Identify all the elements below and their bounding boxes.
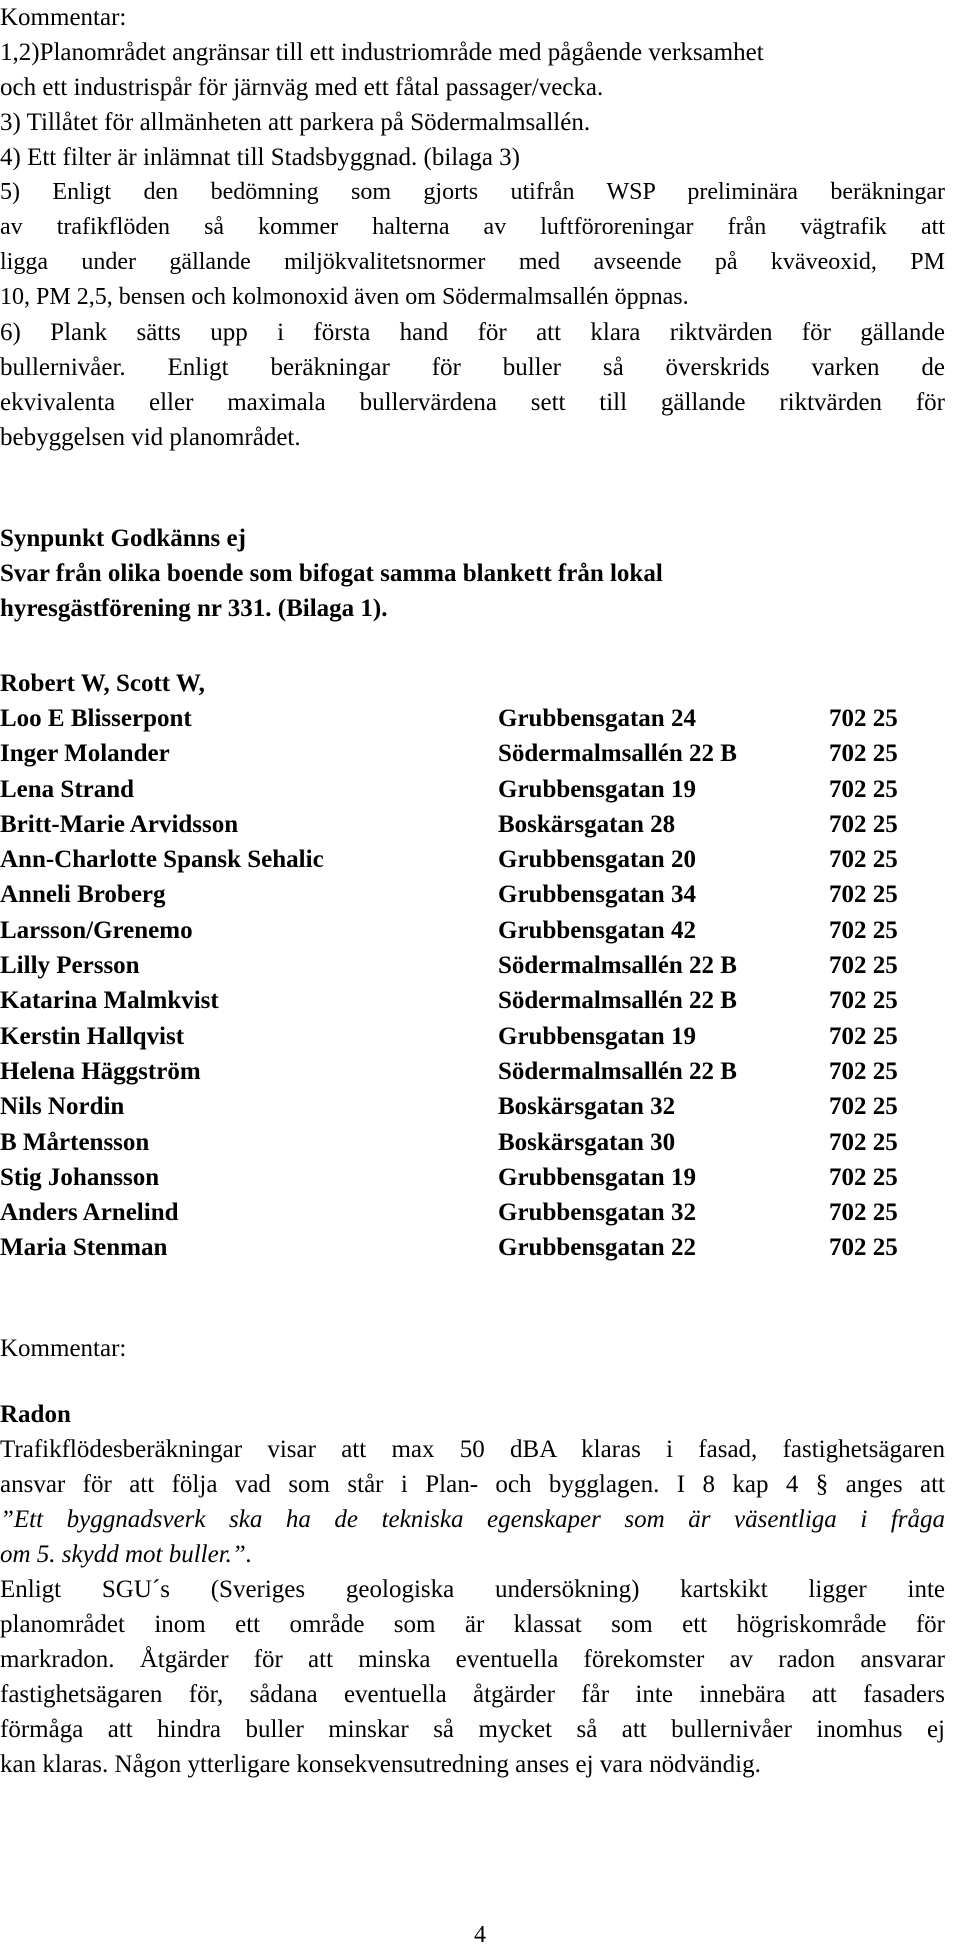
resident-name: Inger Molander: [0, 740, 170, 768]
table-row: [0, 1125, 945, 1160]
resident-zip: 702 25: [829, 1234, 898, 1262]
table-row: [0, 736, 945, 771]
paragraph-line: och ett industrispår för järnväg med ett fåtal passager/vecka.: [0, 74, 604, 101]
table-row: [0, 1160, 945, 1195]
synpunkt-title: Synpunkt Godkänns ej: [0, 525, 246, 552]
comment-section-1: [0, 0, 945, 455]
paragraph-line: förmåga att hindra buller minskar så mycket så att bullernivåer inomhus ej: [0, 1716, 945, 1743]
radon-section: [0, 1397, 945, 1782]
resident-name: Katarina Malmkvist: [0, 987, 219, 1015]
table-row: [0, 913, 945, 948]
paragraph-line: Enligt SGU´s (Sveriges geologiska undersökning) kartskikt ligger inte: [0, 1576, 945, 1603]
resident-zip: 702 25: [829, 1163, 898, 1191]
synpunkt-line: Svar från olika boende som bifogat samma blankett från lokal: [0, 560, 663, 587]
resident-zip: 702 25: [829, 916, 898, 944]
resident-zip: 702 25: [829, 987, 898, 1015]
resident-street: Södermalmsallén 22 B: [498, 740, 737, 768]
resident-name: Anders Arnelind: [0, 1199, 179, 1227]
paragraph-line: 6) Plank sätts upp i första hand för att klara riktvärden för gällande: [0, 319, 945, 346]
resident-street: Boskärsgatan 28: [498, 810, 676, 838]
resident-zip: 702 25: [829, 881, 898, 909]
paragraph-line: ekvivalenta eller maximala bullervärdena sett till gällande riktvärden för: [0, 389, 945, 416]
resident-zip: 702 25: [829, 952, 898, 980]
resident-street: Grubbensgatan 34: [498, 881, 696, 909]
paragraph-line: ”Ett byggnadsverk ska ha de tekniska egenskaper som är väsentliga i fråga: [0, 1506, 945, 1533]
resident-name: Anneli Broberg: [0, 881, 166, 909]
resident-zip: 702 25: [829, 1022, 898, 1050]
paragraph-line: 10, PM 2,5, bensen och kolmonoxid även om Södermalmsallén öppnas.: [0, 284, 689, 310]
paragraph-line: ligga under gällande miljökvalitetsnormer med avseende på kväveoxid, PM: [0, 249, 945, 275]
paragraph-line: fastighetsägaren för, sådana eventuella åtgärder får inte innebära att fasaders: [0, 1681, 945, 1708]
resident-name: Stig Johansson: [0, 1163, 160, 1191]
resident-zip: 702 25: [829, 705, 898, 732]
resident-name: Helena Häggström: [0, 1057, 201, 1085]
resident-name: B Mårtensson: [0, 1128, 150, 1156]
resident-names-line: Robert W, Scott W,: [0, 670, 205, 697]
resident-name: Kerstin Hallqvist: [0, 1022, 185, 1050]
resident-zip: 702 25: [829, 810, 898, 838]
paragraph-line: 1,2)Planområdet angränsar till ett industriområde med pågående verksamhet: [0, 39, 764, 66]
resident-street: Grubbensgatan 22: [498, 1234, 696, 1262]
paragraph-line: bebyggelsen vid planområdet.: [0, 424, 301, 451]
resident-name: Lilly Persson: [0, 952, 140, 980]
comment-heading: Kommentar:: [0, 4, 127, 31]
comment-heading: Kommentar:: [0, 1335, 127, 1362]
resident-zip: 702 25: [829, 1093, 898, 1121]
resident-zip: 702 25: [829, 775, 898, 803]
table-row: [0, 1195, 945, 1230]
residents-table: [0, 701, 945, 1266]
resident-zip: 702 25: [829, 1128, 898, 1156]
resident-street: Södermalmsallén 22 B: [498, 1057, 737, 1085]
table-row: [0, 983, 945, 1018]
residents-first-line: [0, 666, 945, 701]
resident-zip: 702 25: [829, 1057, 898, 1085]
resident-name: Lena Strand: [0, 775, 135, 803]
table-row: [0, 1230, 945, 1265]
resident-street: Grubbensgatan 19: [498, 1022, 696, 1050]
resident-street: Grubbensgatan 19: [498, 775, 696, 803]
synpunkt-section: [0, 521, 945, 626]
resident-street: Grubbensgatan 24: [498, 705, 696, 732]
paragraph-line: 5) Enligt den bedömning som gjorts utifrån WSP preliminära beräkningar: [0, 179, 945, 205]
paragraph-line: av trafikflöden så kommer halterna av luftföroreningar från vägtrafik att: [0, 214, 945, 240]
resident-name: Britt-Marie Arvidsson: [0, 810, 239, 838]
resident-name: Larsson/Grenemo: [0, 916, 193, 944]
resident-street: Södermalmsallén 22 B: [498, 952, 737, 980]
table-row: [0, 701, 945, 736]
radon-heading: Radon: [0, 1401, 71, 1428]
table-row: [0, 772, 945, 807]
paragraph-line: planområdet inom ett område som är klassat som ett högriskområde för: [0, 1611, 945, 1638]
resident-name: Maria Stenman: [0, 1234, 168, 1262]
paragraph-line: Trafikflödesberäkningar visar att max 50 dBA klaras i fasad, fastighetsägaren: [0, 1436, 945, 1463]
table-row: [0, 1054, 945, 1089]
resident-street: Boskärsgatan 32: [498, 1093, 676, 1121]
resident-street: Grubbensgatan 42: [498, 916, 696, 944]
page-number: 4: [474, 1922, 486, 1948]
resident-street: Grubbensgatan 20: [498, 846, 696, 874]
paragraph-line: bullernivåer. Enligt beräkningar för buller så överskrids varken de: [0, 354, 945, 381]
paragraph-line: ansvar för att följa vad som står i Plan- och bygglagen. I 8 kap 4 § anges att: [0, 1471, 945, 1498]
resident-street: Södermalmsallén 22 B: [498, 987, 737, 1015]
table-row: [0, 842, 945, 877]
table-row: [0, 1089, 945, 1124]
paragraph-line: om 5. skydd mot buller.”.: [0, 1541, 253, 1568]
resident-zip: 702 25: [829, 846, 898, 874]
resident-name: Nils Nordin: [0, 1093, 125, 1121]
resident-name: Ann-Charlotte Spansk Sehalic: [0, 846, 324, 874]
resident-street: Boskärsgatan 30: [498, 1128, 676, 1156]
resident-zip: 702 25: [829, 740, 898, 768]
resident-street: Grubbensgatan 32: [498, 1199, 696, 1227]
resident-zip: 702 25: [829, 1199, 898, 1227]
table-row: [0, 1019, 945, 1054]
resident-name: Loo E Blisserpont: [0, 705, 192, 732]
resident-street: Grubbensgatan 19: [498, 1163, 696, 1191]
paragraph-line: markradon. Åtgärder för att minska eventuella förekomster av radon ansvarar: [0, 1646, 945, 1673]
paragraph-line: kan klaras. Någon ytterligare konsekvensutredning anses ej vara nödvändig.: [0, 1751, 761, 1778]
paragraph-line: 4) Ett filter är inlämnat till Stadsbyggnad. (bilaga 3): [0, 144, 521, 171]
table-row: [0, 948, 945, 983]
table-row: [0, 877, 945, 912]
table-row: [0, 807, 945, 842]
paragraph-line: 3) Tillåtet för allmänheten att parkera på Södermalmsallén.: [0, 109, 591, 136]
synpunkt-line: hyresgästförening nr 331. (Bilaga 1).: [0, 595, 388, 622]
comment-section-2: [0, 1331, 945, 1366]
